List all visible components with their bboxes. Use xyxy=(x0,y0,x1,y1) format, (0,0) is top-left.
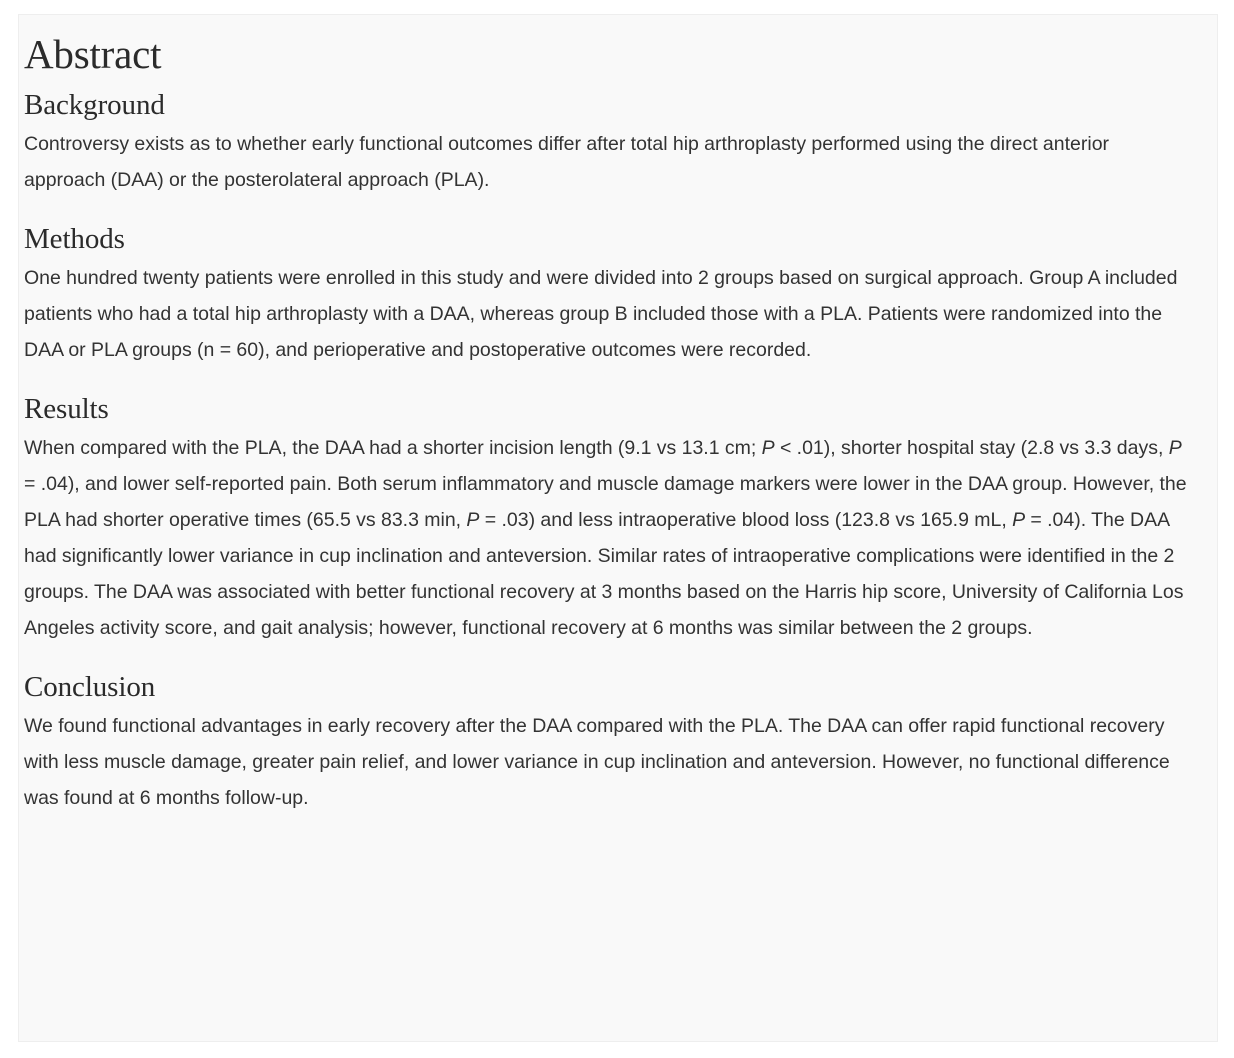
section-body-background: Controversy exists as to whether early functional outcomes differ after total hip arthroplasty performed using the direct anterior approach (DAA) or the posterolateral approach (PLA). xyxy=(24,132,1110,191)
page-title: Abstract xyxy=(24,31,162,77)
section-methods xyxy=(24,224,1195,368)
section-conclusion xyxy=(24,672,1195,816)
abstract-card xyxy=(18,14,1218,1042)
section-heading-conclusion: Conclusion xyxy=(24,670,156,703)
section-heading-results: Results xyxy=(24,392,109,425)
section-heading-methods: Methods xyxy=(24,222,125,255)
section-body-results: When compared with the PLA, the DAA had a shorter incision length (9.1 vs 13.1 cm; P < .01), shorter hospital stay (2.8 vs 3.3 days, P = .04), and lower self-reported pain. Both serum inflammatory and muscle damage markers were lower in the DAA group. However, the PLA had shorter operative times (65.5 vs 83.3 min, P = .03) and less intraoperative blood loss (123.8 vs 165.9 mL, P = .04). The DAA had significantly lower variance in cup inclination and anteversion. Similar rates of intraoperative complications were identified in the 2 groups. The DAA was associated with better functional recovery at 3 months based on the Harris hip score, University of California Los Angeles activity score, and gait analysis; however, functional recovery at 6 months was similar between the 2 groups. xyxy=(24,436,1187,639)
section-heading-background: Background xyxy=(24,89,165,122)
section-body-conclusion: We found functional advantages in early recovery after the DAA compared with the PLA. The DAA can offer rapid functional recovery with less muscle damage, greater pain relief, and lower variance in cup inclination and anteversion. However, no functional difference was found at 6 months follow-up. xyxy=(24,714,1170,809)
section-background xyxy=(24,90,1195,198)
section-results xyxy=(24,394,1195,646)
abstract-content xyxy=(19,15,1217,826)
section-body-methods: One hundred twenty patients were enrolled in this study and were divided into 2 groups based on surgical approach. Group A included patients who had a total hip arthroplasty with a DAA, whereas group B included those with a PLA. Patients were randomized into the DAA or PLA groups (n = 60), and perioperative and postoperative outcomes were recorded. xyxy=(24,266,1178,361)
